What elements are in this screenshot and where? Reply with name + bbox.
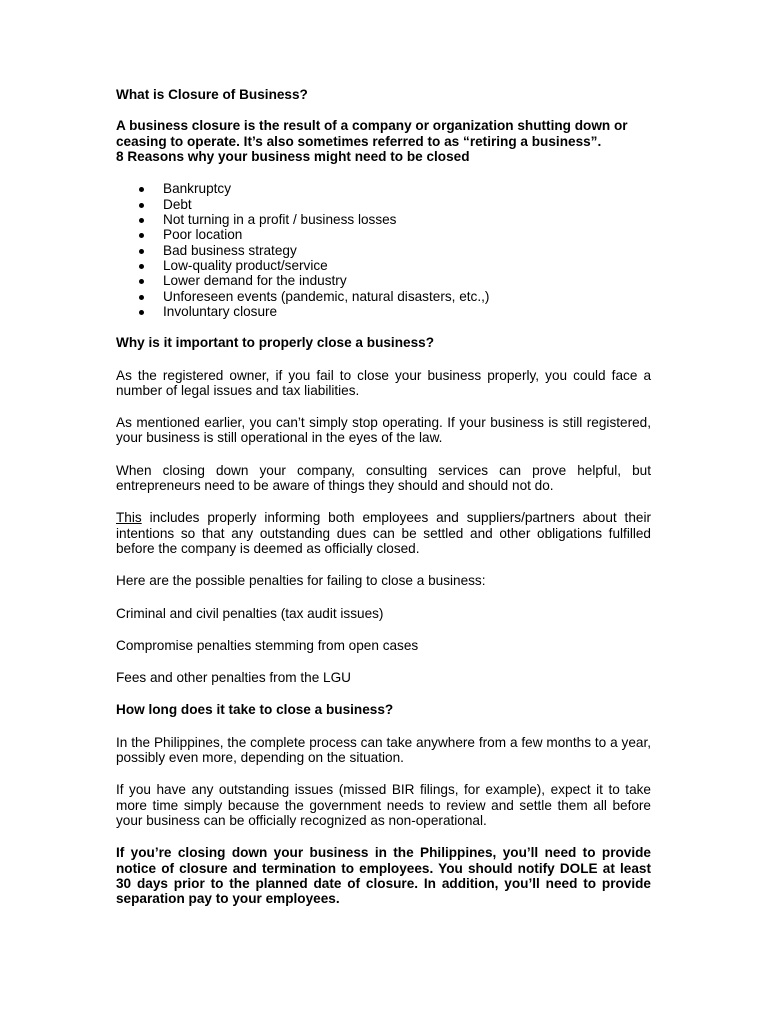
list-item-label: Bad business strategy [163,242,297,258]
list-item [116,243,651,258]
why-paragraph-1: As the registered owner, if you fail to close your business properly, you could face a number of legal issues and tax liabilities. [116,367,651,398]
list-item-label: Involuntary closure [163,303,278,319]
list-item [116,212,651,227]
bullet-icon [139,310,144,315]
how-long-paragraph-1: In the Philippines, the complete process can take anywhere from a few months to a year, possibly even more, depending on the situation. [116,734,651,766]
list-item [116,227,651,242]
why-paragraph-3: When closing down your company, consulting services can prove helpful, but entrepreneurs need to be aware of things they should and should not do. [116,462,651,494]
why-heading: Why is it important to properly close a business? [116,335,434,351]
document-page [116,87,651,906]
list-item-label: Low-quality product/service [163,257,328,273]
penalty-item: Fees and other penalties from the LGU [116,670,351,686]
bullet-icon [139,187,144,192]
bullet-icon [139,218,144,223]
bullet-icon [139,203,144,208]
how-long-paragraph-2: If you have any outstanding issues (missed BIR filings, for example), expect it to take more time simply because the government needs to review and settle them all before your business can be officially recognized as non-operational. [116,782,651,828]
document-title: What is Closure of Business? [116,87,308,102]
bullet-icon [139,295,144,300]
intro-paragraph: A business closure is the result of a company or organization shutting down or ceasing to operate. It’s also sometimes referred to as “retiring a business”. [116,118,628,149]
why-paragraph-2: As mentioned earlier, you can’t simply stop operating. If your business is still registered, your business is still operational in the eyes of the law. [116,415,651,446]
list-item [116,289,651,304]
list-item [116,258,651,273]
bullet-icon [139,264,144,269]
this-paragraph-text: includes properly informing both employees and suppliers/partners about their intentions so that any outstanding dues can be settled and other obligations fulfilled before the company is deemed as officially closed. [116,510,651,556]
reasons-list [116,181,651,319]
this-paragraph [116,510,651,556]
list-item [116,197,651,212]
bullet-icon [139,233,144,238]
list-item [116,304,651,319]
list-item [116,181,651,196]
penalty-item: Compromise penalties stemming from open cases [116,637,419,653]
list-item-label: Poor location [163,227,243,243]
list-item-label: Not turning in a profit / business losses [163,211,397,227]
penalty-item: Criminal and civil penalties (tax audit issues) [116,605,384,621]
this-link[interactable]: This [116,510,142,526]
bullet-icon [139,249,144,254]
list-item-label: Debt [163,196,192,212]
penalties-intro: Here are the possible penalties for failing to close a business: [116,573,486,589]
list-item [116,273,651,288]
list-item-label: Unforeseen events (pandemic, natural disasters, etc.,) [163,288,490,304]
bullet-icon [139,279,144,284]
how-long-heading: How long does it take to close a business? [116,702,394,718]
reasons-heading: 8 Reasons why your business might need to be closed [116,148,470,164]
closing-paragraph: If you’re closing down your business in the Philippines, you’ll need to provide notice of closure and termination to employees. You should notify DOLE at least 30 days prior to the planned date of closure. In addition, you’ll need to provide separation pay to your employees. [116,845,651,907]
list-item-label: Bankruptcy [163,181,232,197]
list-item-label: Lower demand for the industry [163,273,347,289]
